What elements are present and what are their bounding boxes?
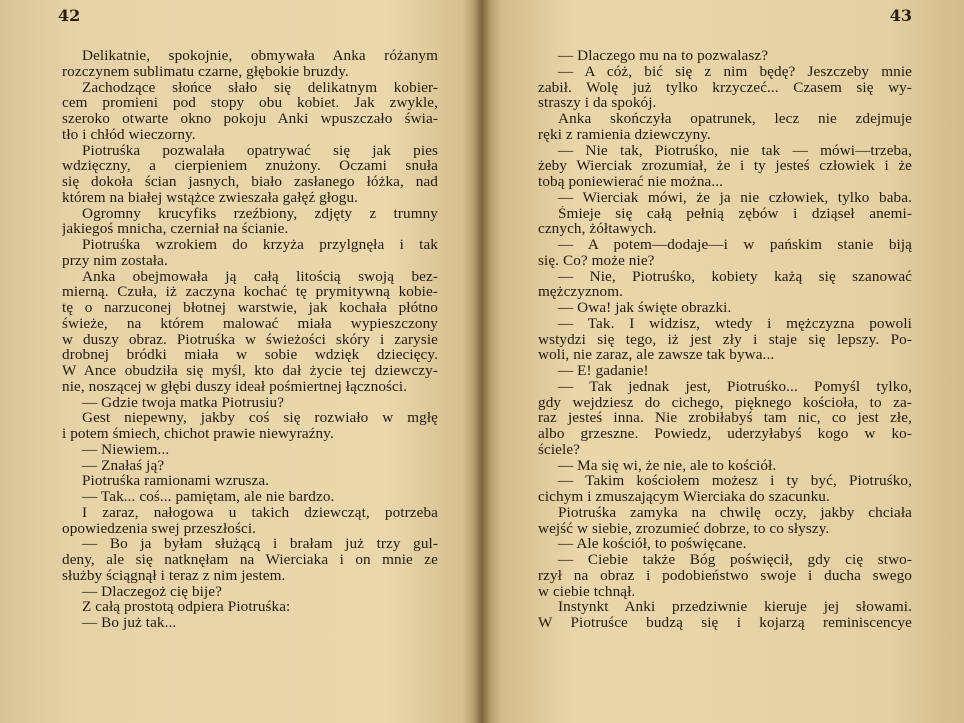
text-line: cznych, żółtawych. [538,221,657,237]
text-line: Anka skończyła opatrunek, lecz nie zdejmuje [558,111,912,127]
text-line: — Bo ja byłam służącą i brałam już trzy gul- [82,536,438,552]
text-line: mierną. Czuła, iż zaczyna kochać tę prymitywną kobie- [62,284,438,300]
text-line: drobnej bródki miała w sobie wdzięk dziecięcy. [62,347,438,363]
text-line: świeże, na którem malować miała wypieszczony [62,315,438,332]
text-line: żeby Wierciak zrozumiał, że i ty jesteś człowiek i że [538,158,912,174]
text-line: tę o narzuconej błotnej warstwie, jak kochała płótno [62,300,438,316]
text-line: rzył na obraz i podobieństwo swoje i ducha swego [538,567,912,584]
left-page-text [62,48,438,631]
text-line: nie, noszącej w głębi duszy ideał pośmiertnej łączności. [62,378,408,395]
text-line: — A potem—dodaje—i w pańskim stanie biją [558,237,912,253]
text-line: ręki z ramienia dziewczyny. [538,126,711,143]
text-line: — Dlaczegoż cię bije? [82,583,222,600]
text-line: — Tak... coś... pamiętam, ale nie bardzo. [82,489,335,505]
text-line: — Niewiem... [82,441,170,458]
text-line: — Tak. I widzisz, wtedy i mężczyzna powoli [558,315,912,332]
text-line: — Ma się wi, że nie, ale to kościół. [558,457,777,474]
text-line: w duszy obraz. Piotruśka w świeżości skóry i zarysie [62,331,438,348]
text-line: tobą poniewierać nie można... [538,174,724,190]
text-line: wejść w siebie, zrozumieć dobrze, to co słyszy. [538,520,830,537]
text-line: szeroko otwarte okno pokoju Anki wpuszczało świa- [62,111,438,127]
text-line: Gest niepewny, jakby coś się rozwiało w mgłę [82,410,438,426]
text-line: — Owa! jak święte obrazki. [558,300,732,316]
text-line: zabił. Wolę już tylko krzyczeć... Czasem się wy- [538,79,912,96]
text-line: I zaraz, nałogowa u takich dziewcząt, potrzeba [82,504,438,521]
text-line: w ciebie tchnął. [538,583,636,600]
text-line: jakiegoś mnicha, czerniał na ścianie. [62,221,289,237]
text-line: straszy i da spokój. [538,95,657,111]
text-line: — E! gadanie! [558,363,649,379]
text-line: przy nim została. [62,252,168,269]
text-line: — Dlaczego mu na to pozwalasz? [558,48,769,64]
text-line: Z całą prostotą odpiera Piotruśka: [82,599,291,615]
text-line: tło i chłód wieczorny. [62,126,196,143]
text-line: się dokoła ścian jasnych, biało zasłanego łóżka, nad [62,174,438,190]
text-line: Delikatnie, spokojnie, obmywała Anka różanym [82,48,438,64]
text-line: wstydzi się tego, iż jest zły i staje się lepszy. Po- [538,331,912,348]
text-line: Anka obejmowała ją całą litością swoją bez- [82,268,438,285]
text-line: cichym i zmuszającym Wierciaka do szacunku. [538,489,830,505]
text-line: Ogromny krucyfiks rzeźbiony, zdjęty z trumny [82,205,438,222]
text-line: W Ance obudziła się myśl, kto dał życie tej dziewczy- [62,363,438,379]
text-line: — Wierciak mówi, że ja nie człowiek, tylko baba. [558,189,912,206]
left-page-number: 42 [58,6,81,25]
text-line: woli, nie zaraz, ale zawsze tak bywa... [538,347,775,363]
text-line: wdzięczny, a cierpieniem znużony. Oczami snuła [62,158,438,174]
text-line: — Nie, Piotruśko, kobiety każą się szanować [558,268,912,285]
text-line: Zachodzące słońce słało się delikatnym kobier- [82,79,438,96]
text-line: opowiedzenia swej przeszłości. [62,520,257,537]
text-line: — A cóż, bić się z nim będę? Jeszczeby mnie [558,63,912,80]
text-line: Piotruśka zamyka na chwilę oczy, jakby chciała [558,504,912,521]
text-line: — Gdzie twoja matka Piotrusiu? [82,394,285,411]
text-line: — Tak jednak jest, Piotruśko... Pomyśl tylko, [558,378,912,395]
right-page-text [538,48,912,631]
text-line: Piotruśka pozwalała opatrywać się jak pies [82,142,438,159]
text-line: deny, ale się natknęłam na Wierciaka i on mnie ze [62,552,438,568]
text-line: Piotruśka ramionami wzrusza. [82,473,270,489]
text-line: i potem śmiech, chichot prawie niewyraźny. [62,426,334,442]
right-page-number: 43 [889,6,912,25]
text-line: — Znałaś ją? [82,457,165,474]
text-line: albo grzeszne. Powiedz, uderzyłabyś kogo w ko- [538,426,912,442]
text-line: Śmieje się całą pełnią zębów i dziąseł anemi- [558,205,912,222]
text-line: Piotruśka wzrokiem do krzyża przylgnęła i tak [82,237,438,253]
text-line: — Ale kościół, to poświęcane. [558,536,747,552]
text-line: — Takim kościołem możesz i ty być, Piotruśko, [558,473,912,489]
text-line: Instynkt Anki przedziwnie kieruje jej słowami. [558,599,912,615]
text-line: mężczyznom. [538,284,624,300]
text-line: gdy wejdziesz do cichego, pięknego kościoła, to za- [538,394,912,411]
text-line: — Ciebie także Bóg poświęcił, gdy cię stwo- [558,552,912,568]
text-line: ściele? [538,441,581,458]
text-line: — Bo już tak... [82,615,177,631]
text-line: służby ściągnął i teraz z nim jestem. [62,567,286,584]
text-line: cem promieni pod stopy obu kobiet. Jak zwykle, [62,95,438,111]
text-line: raz jesteś inna. Nie zrobiłabyś tam nic, co jest złe, [538,410,912,426]
text-line: którem na białej wstążce zwieszała gałęź głogu. [62,189,359,206]
text-line: rozczynem sublimatu czarne, głębokie bruzdy. [62,63,349,80]
text-line: — Nie tak, Piotruśko, nie tak — mówi—trzeba, [558,142,912,159]
right-page [482,0,964,723]
text-line: W Piotruśce budzą się i kojarzą reminiscencye [538,615,912,631]
text-line: się. Co? może nie? [538,252,655,269]
